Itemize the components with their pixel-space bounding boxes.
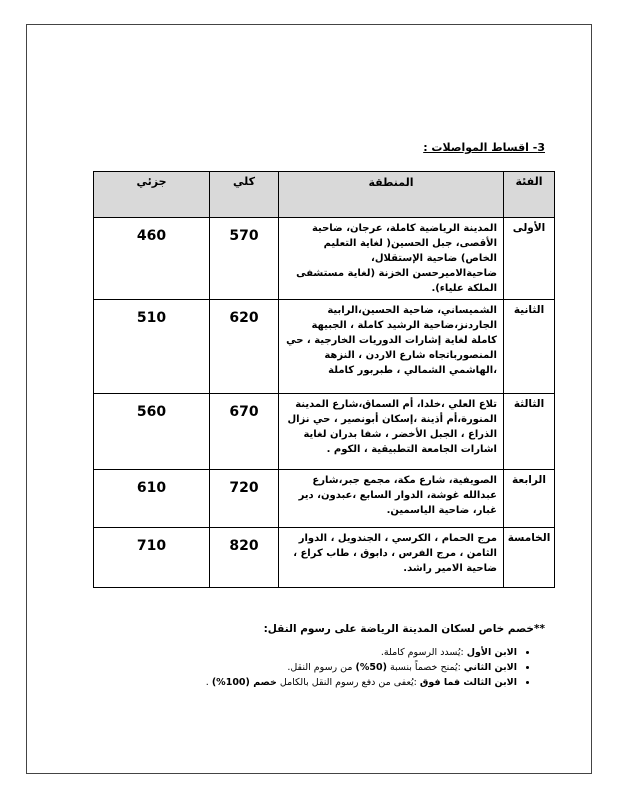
row-partial-fee: 510: [94, 300, 210, 394]
row-area: الصويفية، شارع مكة، مجمع جبر،شارع عبدالله غوشة، الدوار السابع ،عبدون، دير غبار، ضاحية الياسمين.: [279, 470, 504, 528]
header-full: كلي: [210, 172, 279, 218]
table-row: [94, 300, 555, 394]
row-full-fee: 820: [210, 528, 279, 588]
row-area: مرج الحمام ، الكرسي ، الجندويل ، الدوار الثامن ، مرج الفرس ، دابوق ، طاب كراع ، ضاحية الامير راشد.: [279, 528, 504, 588]
discount-section: [45, 623, 545, 690]
discount-item-label: الابن الثالث فما فوق: [419, 677, 517, 688]
row-category: الثالثة: [504, 394, 555, 470]
discount-item-label: الابن الثاني: [463, 662, 517, 673]
list-item: [45, 660, 517, 675]
row-partial-fee: 560: [94, 394, 210, 470]
table-row: [94, 528, 555, 588]
transport-fees-table: [93, 171, 555, 588]
row-category: الثانية: [504, 300, 555, 394]
header-partial: جزئي: [94, 172, 210, 218]
row-partial-fee: 610: [94, 470, 210, 528]
list-item: [45, 645, 517, 660]
row-partial-fee: 710: [94, 528, 210, 588]
discount-item-percent: (50%): [355, 662, 387, 673]
discount-item-tail: من رسوم النقل.: [287, 662, 356, 673]
header-area: المنطقة: [279, 172, 504, 218]
row-category: الرابعة: [504, 470, 555, 528]
discount-title: **خصم خاص لسكان المدينة الرياضة على رسوم النقل:: [263, 623, 545, 635]
row-area: تلاع العلي ،خلدا، أم السماق،شارع المدينة المنورة،أم أذينة ،إسكان أبونصير ، حي نزال الذراع ، الجبل الأخضر ، شفا بدران لغاية اشارات الجامعة التطبيقية ، الكوم .: [279, 394, 504, 470]
discount-item-tail: .: [205, 677, 212, 688]
discount-item-text: :يُسدد الرسوم كاملة.: [380, 647, 467, 658]
table-row: [94, 394, 555, 470]
row-full-fee: 720: [210, 470, 279, 528]
row-full-fee: 570: [210, 218, 279, 300]
row-category: الخامسة: [504, 528, 555, 588]
discount-item-label: الابن الأول: [466, 647, 517, 658]
table-row: [94, 470, 555, 528]
row-full-fee: 620: [210, 300, 279, 394]
list-item: [45, 675, 517, 690]
row-area: المدينة الرياضية كاملة، عرجان، ضاحية الأقصى، جبل الحسين( لغاية التعليم الخاص) ضاحية الإستقلال، ضاحيةالاميرحسن الخزنة (لغاية مستشفى الملكة علياء).: [279, 218, 504, 300]
document-page: [26, 24, 592, 774]
section-heading: 3- اقساط المواصلات :: [423, 141, 545, 154]
discount-item-text: :يُعفى من دفع رسوم النقل بالكامل: [276, 677, 420, 688]
row-partial-fee: 460: [94, 218, 210, 300]
row-area: الشميساني، ضاحية الحسين،الرابية الجاردنز،ضاحية الرشيد كاملة ، الجبيهة كاملة لغاية إشارات الدوريات الخارجية ، حي المنصورباتجاه شارع الاردن ، النزهة ،الهاشمي الشمالي ، طبربور كاملة: [279, 300, 504, 394]
row-full-fee: 670: [210, 394, 279, 470]
discount-item-text: :يُمنح خصماً بنسبة: [386, 662, 464, 673]
discount-list: [45, 645, 545, 690]
row-category: الأولى: [504, 218, 555, 300]
table-row: [94, 218, 555, 300]
discount-item-percent: خصم (100%): [211, 677, 277, 688]
header-category: الفئة: [504, 172, 555, 218]
table-header-row: [94, 172, 555, 218]
